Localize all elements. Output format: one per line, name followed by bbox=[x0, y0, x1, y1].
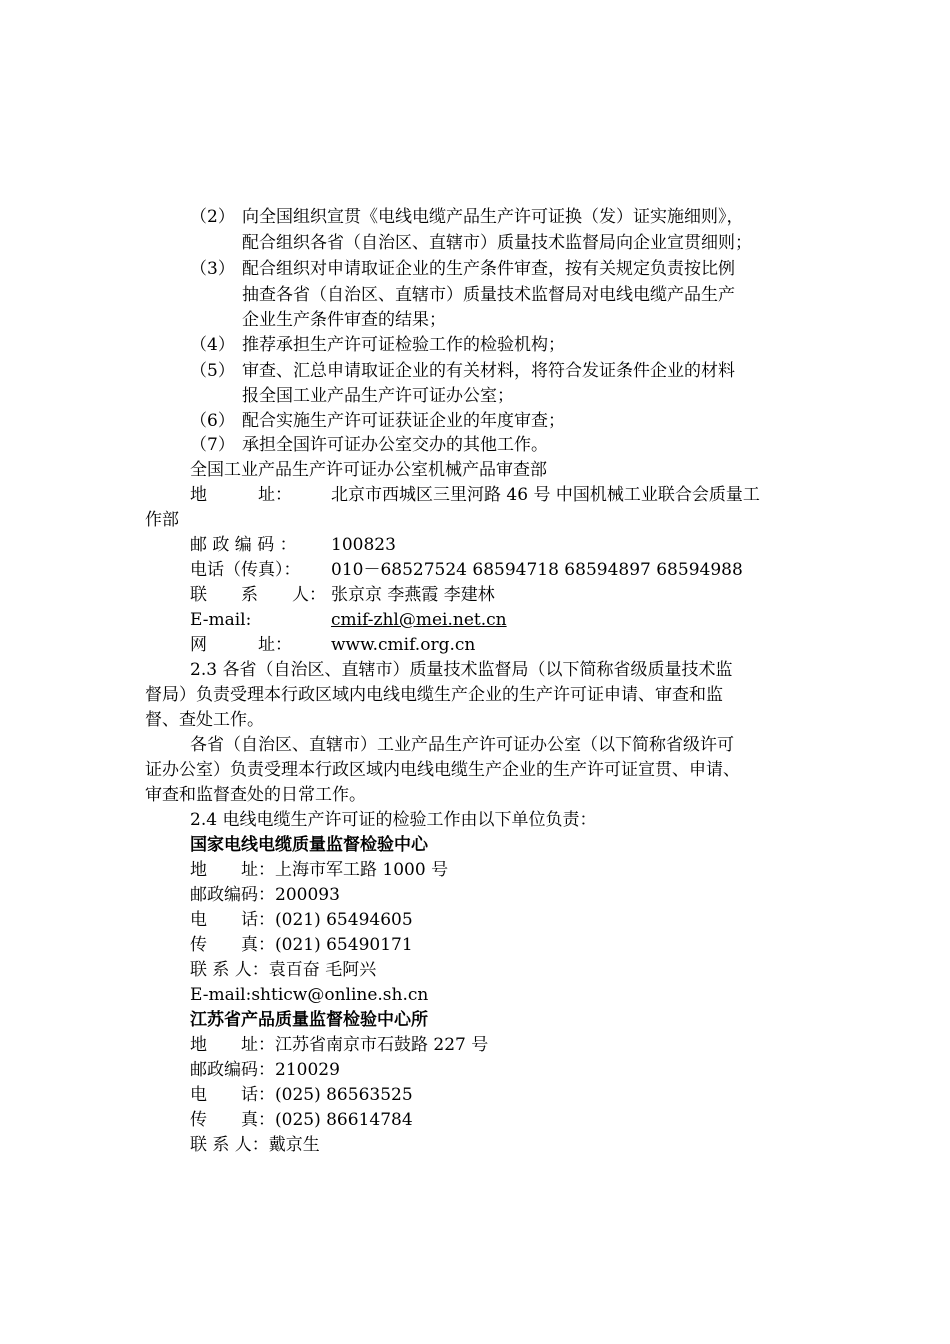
dept-phone: 010－68527524 68594718 68594897 68594988 bbox=[331, 560, 743, 580]
list-item-number: （2） bbox=[190, 207, 235, 227]
paragraph-line: 2.4 电线电缆生产许可证的检验工作由以下单位负责： bbox=[190, 810, 597, 830]
center-phone: 电 话：(025) 86563525 bbox=[190, 1085, 413, 1105]
center-phone: 电 话：(021) 65494605 bbox=[190, 910, 413, 930]
list-item-text: 审查、汇总申请取证企业的有关材料，将符合发证条件企业的材料 bbox=[242, 361, 735, 381]
center-address: 地 址：江苏省南京市石鼓路 227 号 bbox=[190, 1035, 489, 1055]
dept-contact: 张京京 李燕霞 李建林 bbox=[331, 585, 495, 605]
paragraph-line: 各省（自治区、直辖市）工业产品生产许可证办公室（以下简称省级许可 bbox=[190, 735, 734, 755]
center-address: 地 址：上海市军工路 1000 号 bbox=[190, 860, 449, 880]
list-item-text: 向全国组织宣贯《电线电缆产品生产许可证换（发）证实施细则》， bbox=[242, 207, 744, 227]
dept-phone-label: 电话（传真）： bbox=[190, 560, 301, 580]
list-item-text: 企业生产条件审查的结果； bbox=[242, 310, 446, 330]
dept-address-label: 地 址： bbox=[190, 485, 292, 505]
dept-web: www.cmif.org.cn bbox=[331, 635, 476, 655]
list-item-number: （5） bbox=[190, 361, 235, 381]
paragraph-line: 2.3 各省（自治区、直辖市）质量技术监督局（以下简称省级质量技术监 bbox=[190, 660, 733, 680]
list-item-text: 配合实施生产许可证获证企业的年度审查； bbox=[242, 411, 565, 431]
list-item-text: 配合组织各省（自治区、直辖市）质量技术监督局向企业宣贯细则； bbox=[242, 233, 752, 253]
center-postcode: 邮政编码：210029 bbox=[190, 1060, 340, 1080]
dept-postcode: 100823 bbox=[331, 535, 396, 555]
list-item-number: （4） bbox=[190, 335, 235, 355]
center-contact: 联 系 人：袁百奋 毛阿兴 bbox=[190, 960, 377, 980]
dept-web-label: 网 址： bbox=[190, 635, 292, 655]
list-item-text: 报全国工业产品生产许可证办公室； bbox=[242, 386, 514, 406]
list-item-text: 抽查各省（自治区、直辖市）质量技术监督局对电线电缆产品生产 bbox=[242, 285, 735, 305]
list-item-number: （6） bbox=[190, 411, 235, 431]
paragraph-line: 督、查处工作。 bbox=[145, 710, 264, 730]
list-item-text: 推荐承担生产许可证检验工作的检验机构； bbox=[242, 335, 565, 355]
center-name: 国家电线电缆质量监督检验中心 bbox=[190, 835, 428, 855]
center-fax: 传 真：(021) 65490171 bbox=[190, 935, 413, 955]
dept-email-link[interactable]: cmif-zhl@mei.net.cn bbox=[331, 610, 507, 630]
dept-address: 北京市西城区三里河路 46 号 中国机械工业联合会质量工 bbox=[331, 485, 760, 505]
list-item-text: 配合组织对申请取证企业的生产条件审查，按有关规定负责按比例 bbox=[242, 259, 735, 279]
center-name: 江苏省产品质量监督检验中心所 bbox=[190, 1010, 428, 1030]
dept-name: 全国工业产品生产许可证办公室机械产品审查部 bbox=[190, 460, 547, 480]
center-fax: 传 真：(025) 86614784 bbox=[190, 1110, 413, 1130]
dept-postcode-label: 邮 政 编 码 ： bbox=[190, 535, 297, 555]
center-email: E-mail:shticw@online.sh.cn bbox=[190, 985, 429, 1005]
center-postcode: 邮政编码：200093 bbox=[190, 885, 340, 905]
dept-address-cont: 作部 bbox=[145, 510, 179, 530]
list-item-number: （7） bbox=[190, 435, 235, 455]
paragraph-line: 证办公室）负责受理本行政区域内电线电缆生产企业的生产许可证宣贯、申请、 bbox=[145, 760, 740, 780]
list-item-text: 承担全国许可证办公室交办的其他工作。 bbox=[242, 435, 548, 455]
center-contact: 联 系 人：戴京生 bbox=[190, 1135, 320, 1155]
paragraph-line: 督局）负责受理本行政区域内电线电缆生产企业的生产许可证申请、审查和监 bbox=[145, 685, 723, 705]
dept-contact-label: 联 系 人： bbox=[190, 585, 326, 605]
list-item-number: （3） bbox=[190, 259, 235, 279]
dept-email-label: E-mail: bbox=[190, 610, 252, 630]
paragraph-line: 审查和监督查处的日常工作。 bbox=[145, 785, 366, 805]
